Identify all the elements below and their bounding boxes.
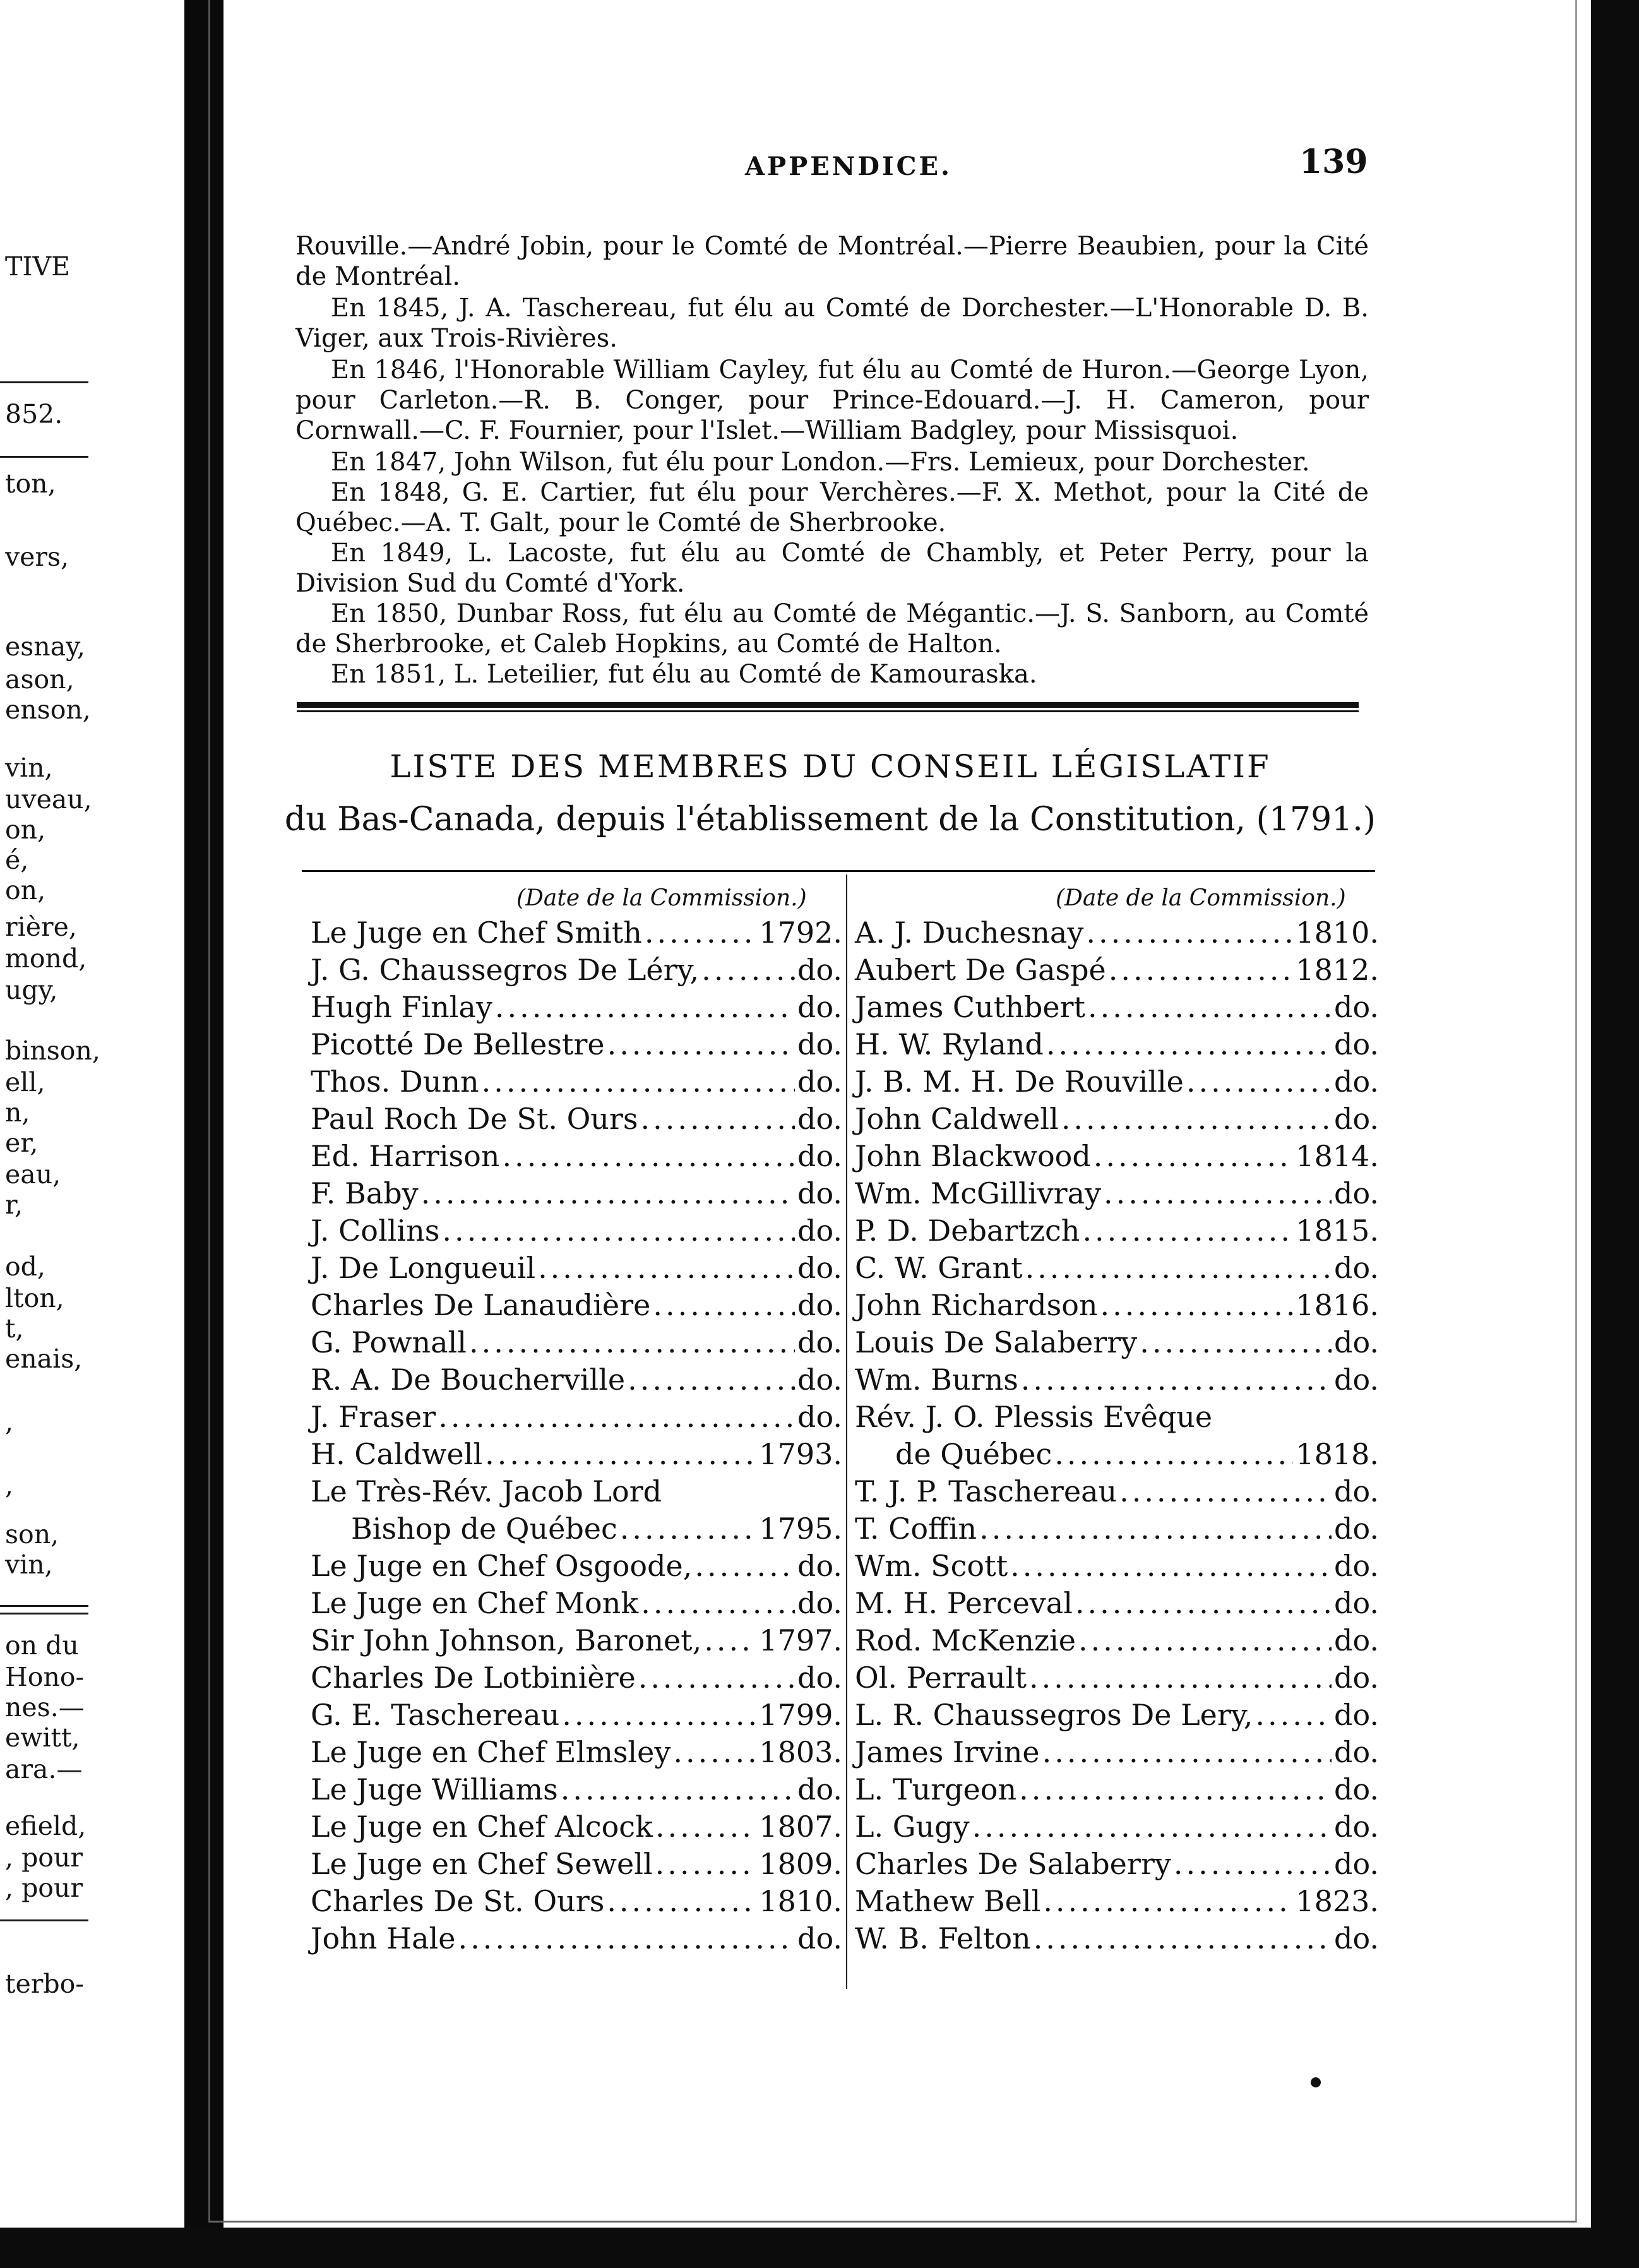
commission-date: do. (797, 1251, 842, 1285)
dot-leader (495, 989, 795, 1026)
commission-date: do. (797, 1586, 842, 1620)
member-name: J. G. Chaussegros De Léry, (311, 953, 700, 987)
facing-page-text: Hono- (5, 1662, 85, 1692)
commission-date: 1797. (759, 1623, 842, 1657)
commission-date: do. (1334, 1847, 1379, 1881)
member-name: Bishop de Québec (351, 1512, 617, 1546)
member-name: L. Turgeon (855, 1772, 1017, 1806)
facing-page-rule (0, 1919, 88, 1921)
facing-page-text: on, (5, 815, 46, 845)
commission-date: do. (1334, 1698, 1379, 1732)
dot-leader (620, 1510, 757, 1548)
commission-date: 1814. (1296, 1139, 1379, 1173)
dot-leader (1042, 1734, 1332, 1771)
running-head: APPENDICE. (745, 152, 952, 181)
member-name: J. Fraser (311, 1400, 436, 1434)
dot-leader (653, 1287, 795, 1324)
member-name: Charles De Lanaudière (311, 1288, 651, 1322)
member-entry (855, 1659, 1379, 1697)
member-name: Louis De Salaberry (855, 1325, 1138, 1359)
member-entry (855, 1361, 1379, 1399)
dot-leader (1021, 1361, 1332, 1399)
member-entry (311, 1585, 842, 1622)
dot-leader (438, 1399, 795, 1436)
member-name: John Blackwood (855, 1139, 1091, 1173)
right-member-list (855, 914, 1379, 1957)
commission-date: do. (797, 990, 842, 1024)
page-edge-shadow (1591, 0, 1639, 2268)
member-entry (855, 1101, 1379, 1138)
scan-bottom-edge (0, 2228, 1639, 2268)
commission-date: do. (797, 1102, 842, 1136)
commission-date: do. (1334, 1363, 1379, 1397)
commission-date: 1815. (1296, 1214, 1379, 1248)
member-name: Charles De Salaberry (855, 1847, 1171, 1881)
facing-page-text: t, (5, 1313, 24, 1344)
facing-page-text: , pour (5, 1873, 83, 1903)
member-name: de Québec (895, 1437, 1052, 1471)
facing-page-text: rière, (5, 912, 77, 942)
dot-leader (1025, 1250, 1332, 1287)
facing-page-rule (0, 456, 88, 458)
member-entry (311, 1436, 842, 1473)
facing-page-text: vin, (5, 753, 53, 783)
left-member-list (311, 914, 842, 1957)
dot-leader (458, 1920, 795, 1957)
commission-date: 1810. (1296, 916, 1379, 950)
dot-leader (421, 1175, 795, 1212)
dot-leader (1119, 1473, 1332, 1510)
dot-leader (485, 1436, 756, 1473)
section-title: LISTE DES MEMBRES DU CONSEIL LÉGISLATIF (390, 748, 1271, 785)
facing-page-rule (0, 1605, 88, 1607)
dot-leader (1046, 1026, 1332, 1063)
commission-date: do. (797, 1363, 842, 1397)
member-name: Rod. McKenzie (855, 1623, 1076, 1657)
member-entry (855, 1063, 1379, 1101)
member-entry (311, 989, 842, 1026)
member-name: T. Coffin (855, 1512, 977, 1546)
facing-page-text: n, (5, 1097, 30, 1128)
facing-page-text: , pour (5, 1842, 83, 1873)
paragraph-rouville: Rouville.—André Jobin, pour le Comté de Montréal.—Pierre Beaubien, pour la Cité de Montréal. (295, 232, 1369, 291)
member-entry (855, 1287, 1379, 1324)
member-name: L. Gugy (855, 1810, 970, 1844)
member-name: T. J. P. Taschereau (855, 1474, 1118, 1508)
commission-date: do. (1334, 1921, 1379, 1955)
facing-page-text: od, (5, 1251, 45, 1282)
facing-page-text: eau, (5, 1159, 61, 1190)
commission-date: do. (1334, 1549, 1379, 1583)
commission-date: 1807. (759, 1810, 842, 1844)
commission-date: do. (797, 1176, 842, 1210)
member-entry (855, 1846, 1379, 1883)
paragraph-1848: En 1848, G. E. Cartier, fut élu pour Verchères.—F. X. Methot, pour la Cité de Québec.—A. T. Galt, pour le Comté de Sherbrooke. (295, 478, 1369, 537)
dot-leader (1215, 1399, 1376, 1436)
member-name: W. B. Felton (855, 1921, 1031, 1955)
right-column-header: (Date de la Commission.) (1056, 885, 1346, 911)
dot-leader (1043, 1883, 1293, 1920)
facing-page-text: ugy, (5, 975, 58, 1005)
member-entry (855, 1920, 1379, 1957)
commission-date: 1816. (1296, 1288, 1379, 1322)
member-entry (855, 1548, 1379, 1585)
dot-leader (655, 1846, 757, 1883)
member-entry (855, 1175, 1379, 1212)
paragraph-1850: En 1850, Dunbar Ross, fut élu au Comté de Mégantic.—J. S. Sanborn, au Comté de Sherbrooke, et Caleb Hopkins, au Comté de Halton. (295, 599, 1369, 659)
member-entry (311, 1063, 842, 1101)
member-entry (855, 914, 1379, 952)
dot-leader (1140, 1324, 1332, 1361)
dot-leader (1054, 1436, 1293, 1473)
facing-page-text: uveau, (5, 784, 92, 815)
member-entry (855, 952, 1379, 989)
dot-leader (628, 1361, 795, 1399)
member-name: G. Pownall (311, 1325, 467, 1359)
dot-leader (442, 1212, 795, 1250)
facing-page-text: binson, (5, 1036, 100, 1066)
member-name: John Hale (311, 1921, 456, 1955)
commission-date: do. (797, 1065, 842, 1099)
member-name: Mathew Bell (855, 1884, 1041, 1918)
facing-page-rule (0, 381, 88, 383)
facing-page-text: vin, (5, 1549, 53, 1580)
member-entry (855, 1324, 1379, 1361)
ink-dot (1311, 2077, 1321, 2087)
member-entry (855, 1138, 1379, 1175)
paragraph-1851: En 1851, L. Leteilier, fut élu au Comté de Kamouraska. (331, 660, 1037, 689)
commission-date: do. (1334, 1810, 1379, 1844)
member-name: J. De Longueuil (311, 1251, 536, 1285)
facing-page-text: son, (5, 1519, 59, 1549)
commission-date: do. (1334, 1065, 1379, 1099)
commission-date: 1809. (759, 1847, 842, 1881)
dot-leader (1010, 1548, 1332, 1585)
member-entry (311, 1399, 842, 1436)
facing-page-text: enais, (5, 1344, 83, 1374)
member-name: Le Juge en Chef Sewell (311, 1847, 653, 1881)
dot-leader (1082, 1212, 1293, 1250)
dot-leader (701, 952, 795, 989)
facing-page-text: ara.— (5, 1754, 83, 1784)
facing-page-text: , (5, 1470, 14, 1500)
member-entry (311, 1361, 842, 1399)
member-name: Thos. Dunn (311, 1065, 479, 1099)
dot-leader (1100, 1287, 1294, 1324)
facing-page-text: r, (5, 1190, 23, 1220)
facing-page-text: efield, (5, 1811, 86, 1841)
dot-leader (1255, 1697, 1332, 1734)
dot-leader (1104, 1175, 1332, 1212)
dot-leader (1034, 1920, 1332, 1957)
dot-leader (673, 1734, 756, 1771)
dot-leader (655, 1808, 756, 1846)
member-entry (855, 1585, 1379, 1622)
commission-date: do. (797, 1400, 842, 1434)
member-name: Sir John Johnson, Baronet, (311, 1623, 702, 1657)
facing-page-text: ton, (5, 469, 56, 499)
facing-page-text: 852. (5, 399, 63, 429)
commission-date: do. (797, 1661, 842, 1695)
commission-date: 1812. (1296, 953, 1379, 987)
member-name: M. H. Perceval (855, 1586, 1073, 1620)
facing-page-text: on, (5, 875, 46, 905)
page-number: 139 (1299, 143, 1368, 181)
member-name: Le Juge en Chef Monk (311, 1586, 639, 1620)
member-name: Ol. Perrault (855, 1661, 1027, 1695)
dot-leader (1186, 1063, 1332, 1101)
member-entry (311, 1548, 842, 1585)
member-name: Le Juge en Chef Osgoode, (311, 1549, 693, 1583)
commission-date: 1818. (1296, 1437, 1379, 1471)
commission-date: do. (797, 1027, 842, 1061)
commission-date: do. (797, 953, 842, 987)
member-name: Rév. J. O. Plessis Evêque (855, 1400, 1213, 1434)
member-name: John Richardson (855, 1288, 1098, 1322)
member-name: Paul Roch De St. Ours (311, 1102, 638, 1136)
member-name: Picotté De Bellestre (311, 1027, 605, 1061)
dot-leader (641, 1585, 795, 1622)
member-entry (855, 1026, 1379, 1063)
member-entry (311, 1324, 842, 1361)
paragraph-1845: En 1845, J. A. Taschereau, fut élu au Comté de Dorchester.—L'Honorable D. B. Viger, aux Trois-Rivières. (295, 294, 1369, 353)
dot-leader (607, 1883, 756, 1920)
member-name: John Caldwell (855, 1102, 1059, 1136)
member-entry (311, 1771, 842, 1808)
member-entry (311, 1510, 842, 1548)
facing-page-text: mond, (5, 943, 87, 974)
commission-date: do. (797, 1214, 842, 1248)
member-name: Wm. Scott (855, 1549, 1008, 1583)
member-name: Le Juge en Chef Elmsley (311, 1735, 671, 1769)
member-name: Hugh Finlay (311, 990, 492, 1024)
facing-page-rule (0, 1613, 88, 1614)
dot-leader (1061, 1101, 1332, 1138)
commission-date: 1799. (759, 1698, 842, 1732)
member-entry (855, 1212, 1379, 1250)
commission-date: do. (1334, 1512, 1379, 1546)
member-entry (311, 1808, 842, 1846)
member-entry (311, 1473, 842, 1510)
commission-date: do. (1334, 990, 1379, 1024)
commission-date: do. (1334, 1027, 1379, 1061)
member-name: Wm. McGillivray (855, 1176, 1101, 1210)
commission-date: do. (1334, 1623, 1379, 1657)
member-name: G. E. Taschereau (311, 1698, 560, 1732)
facing-page-text: ell, (5, 1067, 45, 1097)
dot-leader (972, 1808, 1332, 1846)
facing-page-text: er, (5, 1128, 39, 1158)
member-name: F. Baby (311, 1176, 419, 1210)
paragraph-1849: En 1849, L. Lacoste, fut élu au Comté de Chambly, et Peter Perry, pour la Division Sud du Comté d'York. (295, 539, 1369, 598)
member-entry (311, 1212, 842, 1250)
paragraph-1846: En 1846, l'Honorable William Cayley, fut élu au Comté de Huron.—George Lyon, pour Carleton.—R. B. Conger, pour Prince-Edouard.—J. H. Cameron, pour Cornwall.—C. F. Fournier, pour l'Islet.—William Badgley, pour Missisquoi. (295, 355, 1369, 445)
commission-date: do. (1334, 1735, 1379, 1769)
commission-date: 1823. (1296, 1884, 1379, 1918)
dot-leader (1174, 1846, 1332, 1883)
dot-leader (538, 1250, 795, 1287)
member-name: A. J. Duchesnay (855, 916, 1084, 950)
commission-date: do. (1334, 1176, 1379, 1210)
commission-date: do. (797, 1288, 842, 1322)
member-entry (855, 1399, 1379, 1436)
member-name: J. Collins (311, 1214, 440, 1248)
member-name: H. W. Ryland (855, 1027, 1044, 1061)
commission-date: 1810. (759, 1884, 842, 1918)
member-entry (311, 1697, 842, 1734)
member-name: J. B. M. H. De Rouville (855, 1065, 1184, 1099)
dot-leader (1019, 1771, 1332, 1808)
commission-date: 1793. (759, 1437, 842, 1471)
member-entry (311, 1101, 842, 1138)
member-entry (855, 1883, 1379, 1920)
commission-date: do. (797, 1325, 842, 1359)
facing-page-text: ewitt, (5, 1722, 80, 1753)
member-entry (311, 1734, 842, 1771)
dot-leader (641, 1101, 796, 1138)
facing-page-text: enson, (5, 695, 91, 725)
dot-leader (482, 1063, 795, 1101)
member-entry (855, 1622, 1379, 1659)
member-name: Le Juge Williams (311, 1772, 558, 1806)
member-name: Charles De St. Ours (311, 1884, 605, 1918)
member-entry (311, 1883, 842, 1920)
facing-page-text: vers, (5, 542, 69, 572)
dot-leader (1029, 1659, 1332, 1697)
facing-page-text: TIVE (5, 251, 71, 282)
facing-page-text: é, (5, 845, 29, 875)
dot-leader (664, 1473, 840, 1510)
commission-date: do. (1334, 1325, 1379, 1359)
dot-leader (607, 1026, 795, 1063)
dot-leader (979, 1510, 1332, 1548)
member-entry (311, 1622, 842, 1659)
facing-page-text: lton, (5, 1283, 64, 1313)
member-entry (311, 1250, 842, 1287)
member-name: P. D. Debartzch (855, 1214, 1080, 1248)
section-thin-rule (302, 870, 1375, 872)
member-name: R. A. De Boucherville (311, 1363, 626, 1397)
section-subtitle: du Bas-Canada, depuis l'établissement de la Constitution, (1791.) (284, 801, 1376, 839)
dot-leader (694, 1548, 795, 1585)
member-name: Le Très-Rév. Jacob Lord (311, 1474, 662, 1508)
facing-page-text: on du (5, 1630, 79, 1661)
member-name: James Cuthbert (855, 990, 1086, 1024)
member-name: Ed. Harrison (311, 1139, 500, 1173)
member-entry (855, 1808, 1379, 1846)
member-entry (311, 1026, 842, 1063)
member-name: James Irvine (855, 1735, 1040, 1769)
dot-leader (502, 1138, 795, 1175)
member-entry (855, 1473, 1379, 1510)
member-name: C. W. Grant (855, 1251, 1023, 1285)
dot-leader (1075, 1585, 1332, 1622)
dot-leader (562, 1697, 756, 1734)
dot-leader (1094, 1138, 1294, 1175)
facing-page-text: nes.— (5, 1692, 85, 1722)
dot-leader (1109, 952, 1294, 989)
section-double-rule (297, 702, 1359, 712)
member-entry (855, 989, 1379, 1026)
commission-date: 1803. (759, 1735, 842, 1769)
member-entry (311, 1659, 842, 1697)
member-entry (855, 1771, 1379, 1808)
member-name: L. R. Chaussegros De Lery, (855, 1698, 1253, 1732)
member-name: Charles De Lotbinière (311, 1661, 636, 1695)
member-entry (311, 1846, 842, 1883)
dot-leader (561, 1771, 795, 1808)
dot-leader (638, 1659, 795, 1697)
commission-date: do. (1334, 1251, 1379, 1285)
member-entry (855, 1510, 1379, 1548)
commission-date: do. (1334, 1586, 1379, 1620)
commission-date: do. (1334, 1661, 1379, 1695)
commission-date: do. (797, 1921, 842, 1955)
commission-date: do. (797, 1139, 842, 1173)
member-entry (855, 1436, 1379, 1473)
facing-page-text: esnay, (5, 631, 85, 662)
column-divider (846, 874, 847, 1989)
commission-date: 1792. (759, 916, 842, 950)
commission-date: do. (1334, 1772, 1379, 1806)
commission-date: do. (797, 1772, 842, 1806)
member-entry (311, 1138, 842, 1175)
member-entry (311, 1920, 842, 1957)
member-entry (311, 1175, 842, 1212)
paragraph-1847: En 1847, John Wilson, fut élu pour London.—Frs. Lemieux, pour Dorchester. (331, 448, 1310, 477)
facing-page-text: ason, (5, 664, 74, 695)
member-entry (855, 1697, 1379, 1734)
member-entry (311, 952, 842, 989)
member-name: Aubert De Gaspé (855, 953, 1106, 987)
dot-leader (645, 914, 756, 952)
commission-date: do. (1334, 1102, 1379, 1136)
dot-leader (469, 1324, 795, 1361)
member-entry (311, 1287, 842, 1324)
member-entry (855, 1250, 1379, 1287)
dot-leader (704, 1622, 756, 1659)
commission-date: do. (797, 1549, 842, 1583)
left-column-header: (Date de la Commission.) (516, 885, 807, 911)
member-name: Le Juge en Chef Alcock (311, 1810, 653, 1844)
member-name: H. Caldwell (311, 1437, 483, 1471)
facing-page-text: terbo- (5, 1969, 85, 1999)
member-name: Le Juge en Chef Smith (311, 916, 642, 950)
facing-page-fragment (0, 0, 189, 2268)
commission-date: do. (1334, 1474, 1379, 1508)
dot-leader (1088, 989, 1332, 1026)
member-entry (855, 1734, 1379, 1771)
member-name: Wm. Burns (855, 1363, 1018, 1397)
dot-leader (1078, 1622, 1332, 1659)
facing-page-text: , (5, 1407, 14, 1437)
member-entry (311, 914, 842, 952)
commission-date: 1795. (759, 1512, 842, 1546)
dot-leader (1086, 914, 1293, 952)
